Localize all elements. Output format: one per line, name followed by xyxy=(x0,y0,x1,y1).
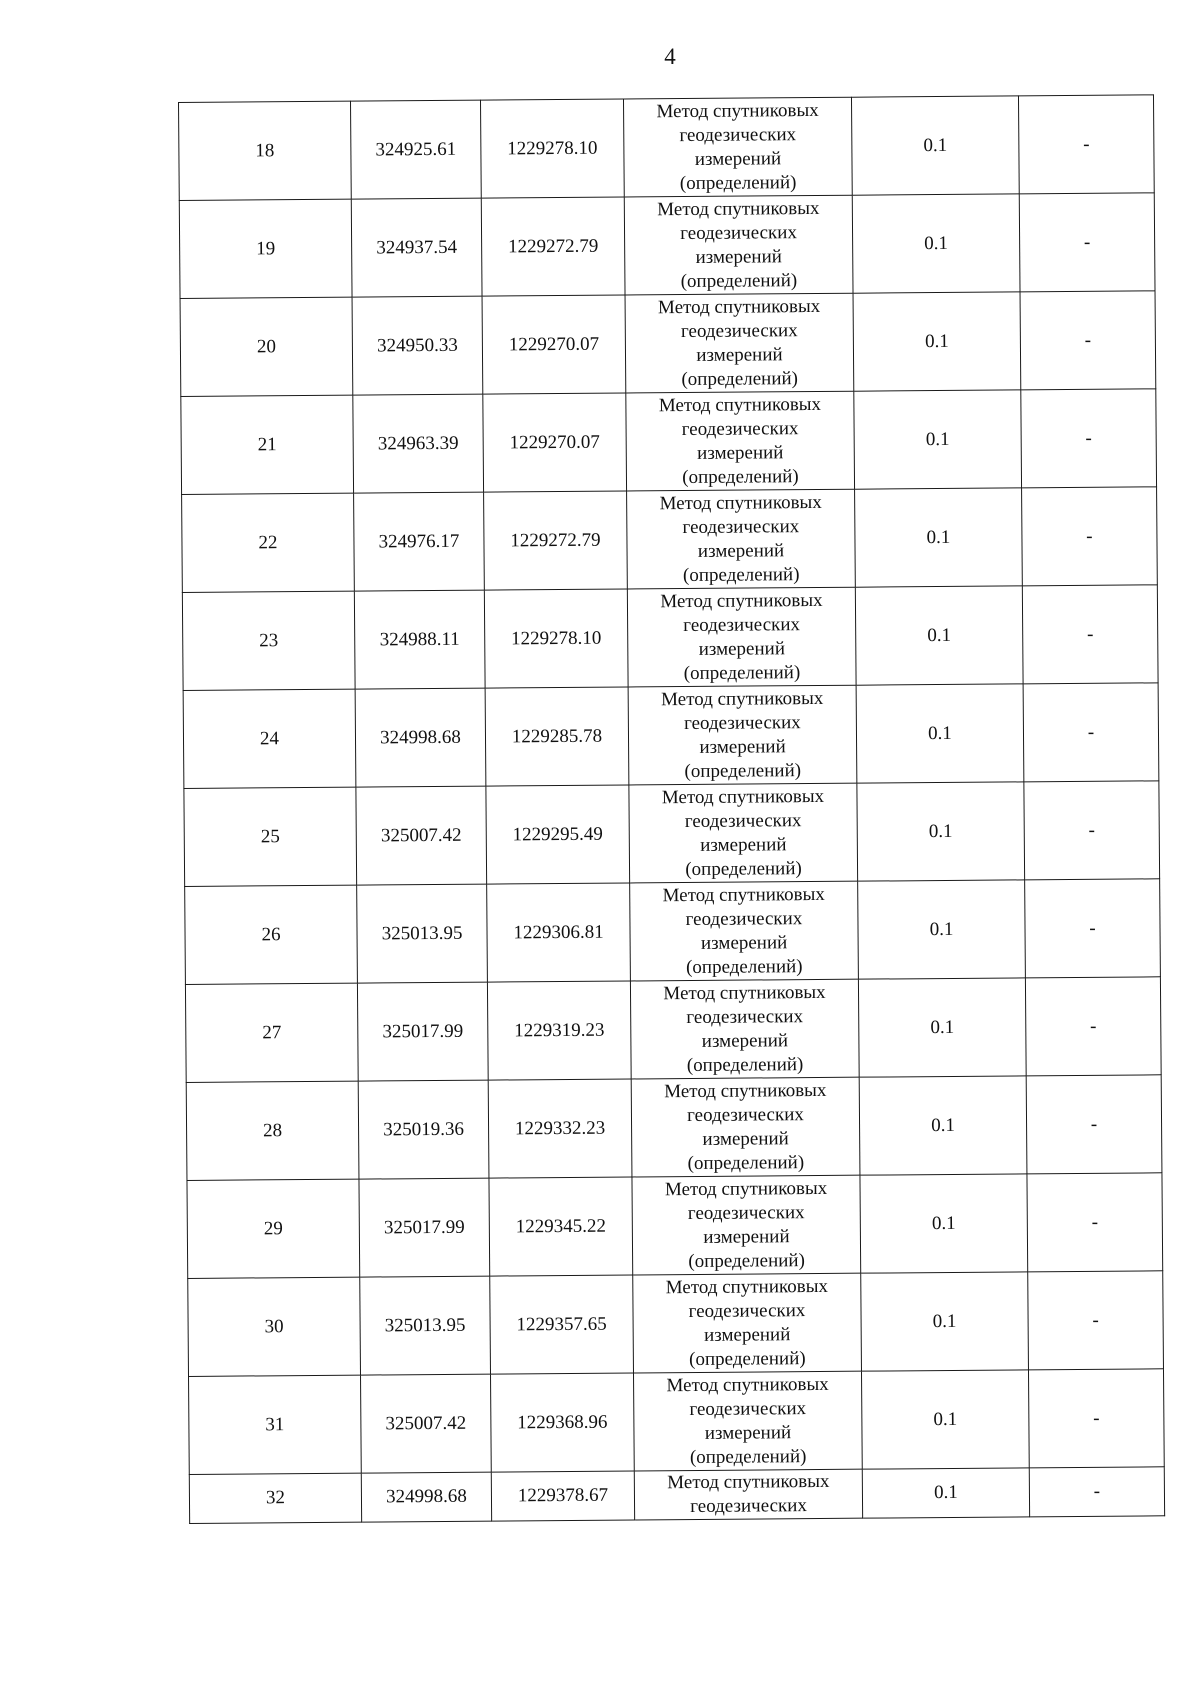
table-row xyxy=(180,291,1156,397)
note-cell: - xyxy=(1028,1271,1164,1370)
method-line: Метод спутниковых xyxy=(662,883,825,906)
method-cell xyxy=(623,97,852,197)
method-line: (определений) xyxy=(687,1151,805,1174)
accuracy-cell: 0.1 xyxy=(856,684,1024,783)
method-line: измерений xyxy=(695,245,782,268)
method-line: измерений xyxy=(696,343,783,366)
method-line: (определений) xyxy=(683,661,801,684)
method-line: измерений xyxy=(703,1323,791,1346)
method-cell xyxy=(630,881,859,981)
table-row xyxy=(179,193,1155,299)
method-line: (определений) xyxy=(689,1445,807,1468)
method-line: Метод спутниковых xyxy=(657,197,820,220)
note-cell: - xyxy=(1025,977,1161,1076)
page-number: 4 xyxy=(664,44,676,69)
accuracy-cell: 0.1 xyxy=(858,978,1026,1077)
note-cell: - xyxy=(1019,193,1155,292)
note-cell: - xyxy=(1023,683,1159,782)
method-line: (определений) xyxy=(684,759,802,782)
coordinate-x-cell: 324998.68 xyxy=(361,1472,491,1522)
point-number-cell: 18 xyxy=(179,101,352,200)
point-number-cell: 19 xyxy=(179,199,352,298)
method-line: Метод спутниковых xyxy=(666,1373,829,1396)
coordinate-y-cell: 1229285.78 xyxy=(485,687,629,786)
note-cell: - xyxy=(1025,879,1161,978)
method-line: измерений xyxy=(703,1225,790,1248)
table-row xyxy=(185,977,1161,1083)
table-row xyxy=(179,95,1155,201)
table-row xyxy=(189,1369,1165,1475)
coordinate-y-cell: 1229368.96 xyxy=(491,1373,635,1472)
method-line: геодезических xyxy=(683,613,801,636)
method-line: геодезических xyxy=(683,711,801,734)
method-line: измерений xyxy=(701,1029,789,1052)
table-row xyxy=(185,879,1161,985)
point-number-cell: 31 xyxy=(189,1375,362,1474)
method-line: Метод спутниковых xyxy=(656,99,819,122)
coordinate-y-cell: 1229357.65 xyxy=(490,1275,634,1374)
method-cell xyxy=(631,1077,860,1177)
note-cell: - xyxy=(1027,1173,1163,1272)
point-number-cell: 25 xyxy=(184,787,357,886)
note-cell: - xyxy=(1026,1075,1162,1174)
method-line: геодезических xyxy=(680,221,797,244)
accuracy-cell: 0.1 xyxy=(852,194,1020,293)
method-line: измерений xyxy=(704,1421,792,1444)
coordinate-y-cell: 1229278.10 xyxy=(480,99,624,198)
method-line: Метод спутниковых xyxy=(658,393,822,416)
coordinate-y-cell: 1229278.10 xyxy=(484,589,628,688)
method-cell xyxy=(625,293,854,393)
coordinate-x-cell: 325007.42 xyxy=(361,1374,492,1473)
coordinate-y-cell: 1229319.23 xyxy=(487,981,631,1080)
coordinate-x-cell: 325017.99 xyxy=(357,982,488,1081)
note-cell: - xyxy=(1020,291,1156,390)
coordinate-y-cell: 1229295.49 xyxy=(486,785,630,884)
method-line: геодезических xyxy=(681,417,799,440)
method-line: геодезических xyxy=(690,1495,807,1518)
method-cell xyxy=(628,685,857,785)
method-line: Метод спутниковых xyxy=(657,295,821,318)
coordinate-x-cell: 325013.95 xyxy=(360,1276,491,1375)
method-line: (определений) xyxy=(686,1053,804,1076)
method-cell xyxy=(626,391,855,491)
coordinate-x-cell: 325007.42 xyxy=(356,786,487,885)
accuracy-cell: 0.1 xyxy=(860,1174,1028,1273)
note-cell: - xyxy=(1029,1467,1164,1517)
method-cell xyxy=(630,979,859,1079)
method-line: Метод спутниковых xyxy=(663,981,826,1004)
table-row xyxy=(181,389,1157,495)
coordinate-x-cell: 324950.33 xyxy=(352,296,483,395)
table-row xyxy=(183,683,1159,789)
coordinates-table xyxy=(178,94,1165,1524)
point-number-cell: 29 xyxy=(187,1179,360,1278)
method-cell xyxy=(627,587,856,687)
method-line: геодезических xyxy=(688,1299,806,1322)
coordinate-y-cell: 1229332.23 xyxy=(488,1079,632,1178)
accuracy-cell: 0.1 xyxy=(861,1272,1029,1371)
coordinate-x-cell: 324925.61 xyxy=(350,100,481,199)
point-number-cell: 24 xyxy=(183,689,356,788)
coordinate-x-cell: 325019.36 xyxy=(358,1080,489,1179)
coordinate-x-cell: 324963.39 xyxy=(353,394,484,493)
table-row xyxy=(182,585,1158,691)
method-line: (определений) xyxy=(688,1249,805,1272)
table-row xyxy=(187,1173,1163,1279)
point-number-cell: 32 xyxy=(189,1473,361,1523)
accuracy-cell: 0.1 xyxy=(862,1468,1029,1518)
coordinate-y-cell: 1229272.79 xyxy=(481,197,625,296)
table-row xyxy=(186,1075,1162,1181)
accuracy-cell: 0.1 xyxy=(857,782,1025,881)
method-line: измерений xyxy=(694,147,782,170)
point-number-cell: 26 xyxy=(185,885,358,984)
note-cell: - xyxy=(1021,389,1157,488)
method-cell xyxy=(632,1175,861,1275)
method-line: Метод спутниковых xyxy=(664,1177,828,1200)
method-line: (определений) xyxy=(680,269,798,292)
method-line: Метод спутниковых xyxy=(660,589,823,612)
coordinate-y-cell: 1229270.07 xyxy=(483,393,627,492)
method-cell xyxy=(633,1273,862,1373)
method-line: измерений xyxy=(700,833,787,856)
coordinate-x-cell: 324937.54 xyxy=(351,198,482,297)
coordinate-x-cell: 324976.17 xyxy=(354,492,485,591)
method-line: Метод спутниковых xyxy=(659,491,822,514)
accuracy-cell: 0.1 xyxy=(854,390,1022,489)
note-cell: - xyxy=(1022,585,1158,684)
method-line: измерений xyxy=(700,931,788,954)
method-line: (определений) xyxy=(685,955,803,978)
method-line: (определений) xyxy=(682,465,799,488)
method-line: геодезических xyxy=(689,1397,807,1420)
method-line: измерений xyxy=(698,637,786,660)
method-line: (определений) xyxy=(685,857,802,880)
point-number-cell: 23 xyxy=(182,591,355,690)
note-cell: - xyxy=(1022,487,1158,586)
method-line: Метод спутниковых xyxy=(664,1079,827,1102)
method-line: геодезических xyxy=(679,123,797,146)
method-line: измерений xyxy=(702,1127,789,1150)
method-line: Метод спутниковых xyxy=(665,1275,829,1298)
point-number-cell: 30 xyxy=(188,1277,361,1376)
method-line: геодезических xyxy=(682,515,800,538)
table-row xyxy=(188,1271,1164,1377)
method-line: измерений xyxy=(699,735,786,758)
note-cell: - xyxy=(1018,95,1154,194)
method-line: измерений xyxy=(697,539,785,562)
method-cell xyxy=(629,783,858,883)
method-line: геодезических xyxy=(687,1103,804,1126)
accuracy-cell: 0.1 xyxy=(858,880,1026,979)
table-row xyxy=(182,487,1158,593)
method-line: геодезических xyxy=(685,907,803,930)
method-line: Метод спутниковых xyxy=(661,785,825,808)
table-row xyxy=(189,1467,1164,1524)
coordinate-x-cell: 324998.68 xyxy=(355,688,486,787)
note-cell: - xyxy=(1024,781,1160,880)
point-number-cell: 22 xyxy=(182,493,355,592)
table-row xyxy=(184,781,1160,887)
point-number-cell: 28 xyxy=(186,1081,359,1180)
coordinate-x-cell: 324988.11 xyxy=(354,590,485,689)
coordinate-y-cell: 1229272.79 xyxy=(484,491,628,590)
coordinate-y-cell: 1229345.22 xyxy=(489,1177,633,1276)
method-line: геодезических xyxy=(686,1005,804,1028)
method-line: (определений) xyxy=(681,367,799,390)
method-cell xyxy=(633,1371,862,1471)
method-line: (определений) xyxy=(679,171,797,194)
method-cell xyxy=(627,489,856,589)
method-line: геодезических xyxy=(687,1201,805,1224)
note-cell: - xyxy=(1028,1369,1164,1468)
coordinate-x-cell: 325017.99 xyxy=(359,1178,490,1277)
method-line: (определений) xyxy=(689,1347,806,1370)
accuracy-cell: 0.1 xyxy=(855,586,1023,685)
method-line: (определений) xyxy=(682,563,800,586)
method-line: Метод спутниковых xyxy=(660,687,824,710)
method-line: геодезических xyxy=(684,809,802,832)
method-line: измерений xyxy=(697,441,784,464)
coordinate-x-cell: 325013.95 xyxy=(357,884,488,983)
method-line: Метод спутниковых xyxy=(667,1470,830,1494)
method-line: геодезических xyxy=(680,319,798,342)
accuracy-cell: 0.1 xyxy=(851,96,1019,195)
point-number-cell: 20 xyxy=(180,297,353,396)
point-number-cell: 21 xyxy=(181,395,354,494)
coordinate-y-cell: 1229378.67 xyxy=(491,1471,634,1521)
method-cell xyxy=(634,1469,862,1520)
accuracy-cell: 0.1 xyxy=(855,488,1023,587)
coordinate-y-cell: 1229306.81 xyxy=(487,883,631,982)
accuracy-cell: 0.1 xyxy=(859,1076,1027,1175)
point-number-cell: 27 xyxy=(185,983,358,1082)
coordinate-y-cell: 1229270.07 xyxy=(482,295,626,394)
accuracy-cell: 0.1 xyxy=(853,292,1021,391)
method-cell xyxy=(624,195,853,295)
accuracy-cell: 0.1 xyxy=(861,1370,1029,1469)
